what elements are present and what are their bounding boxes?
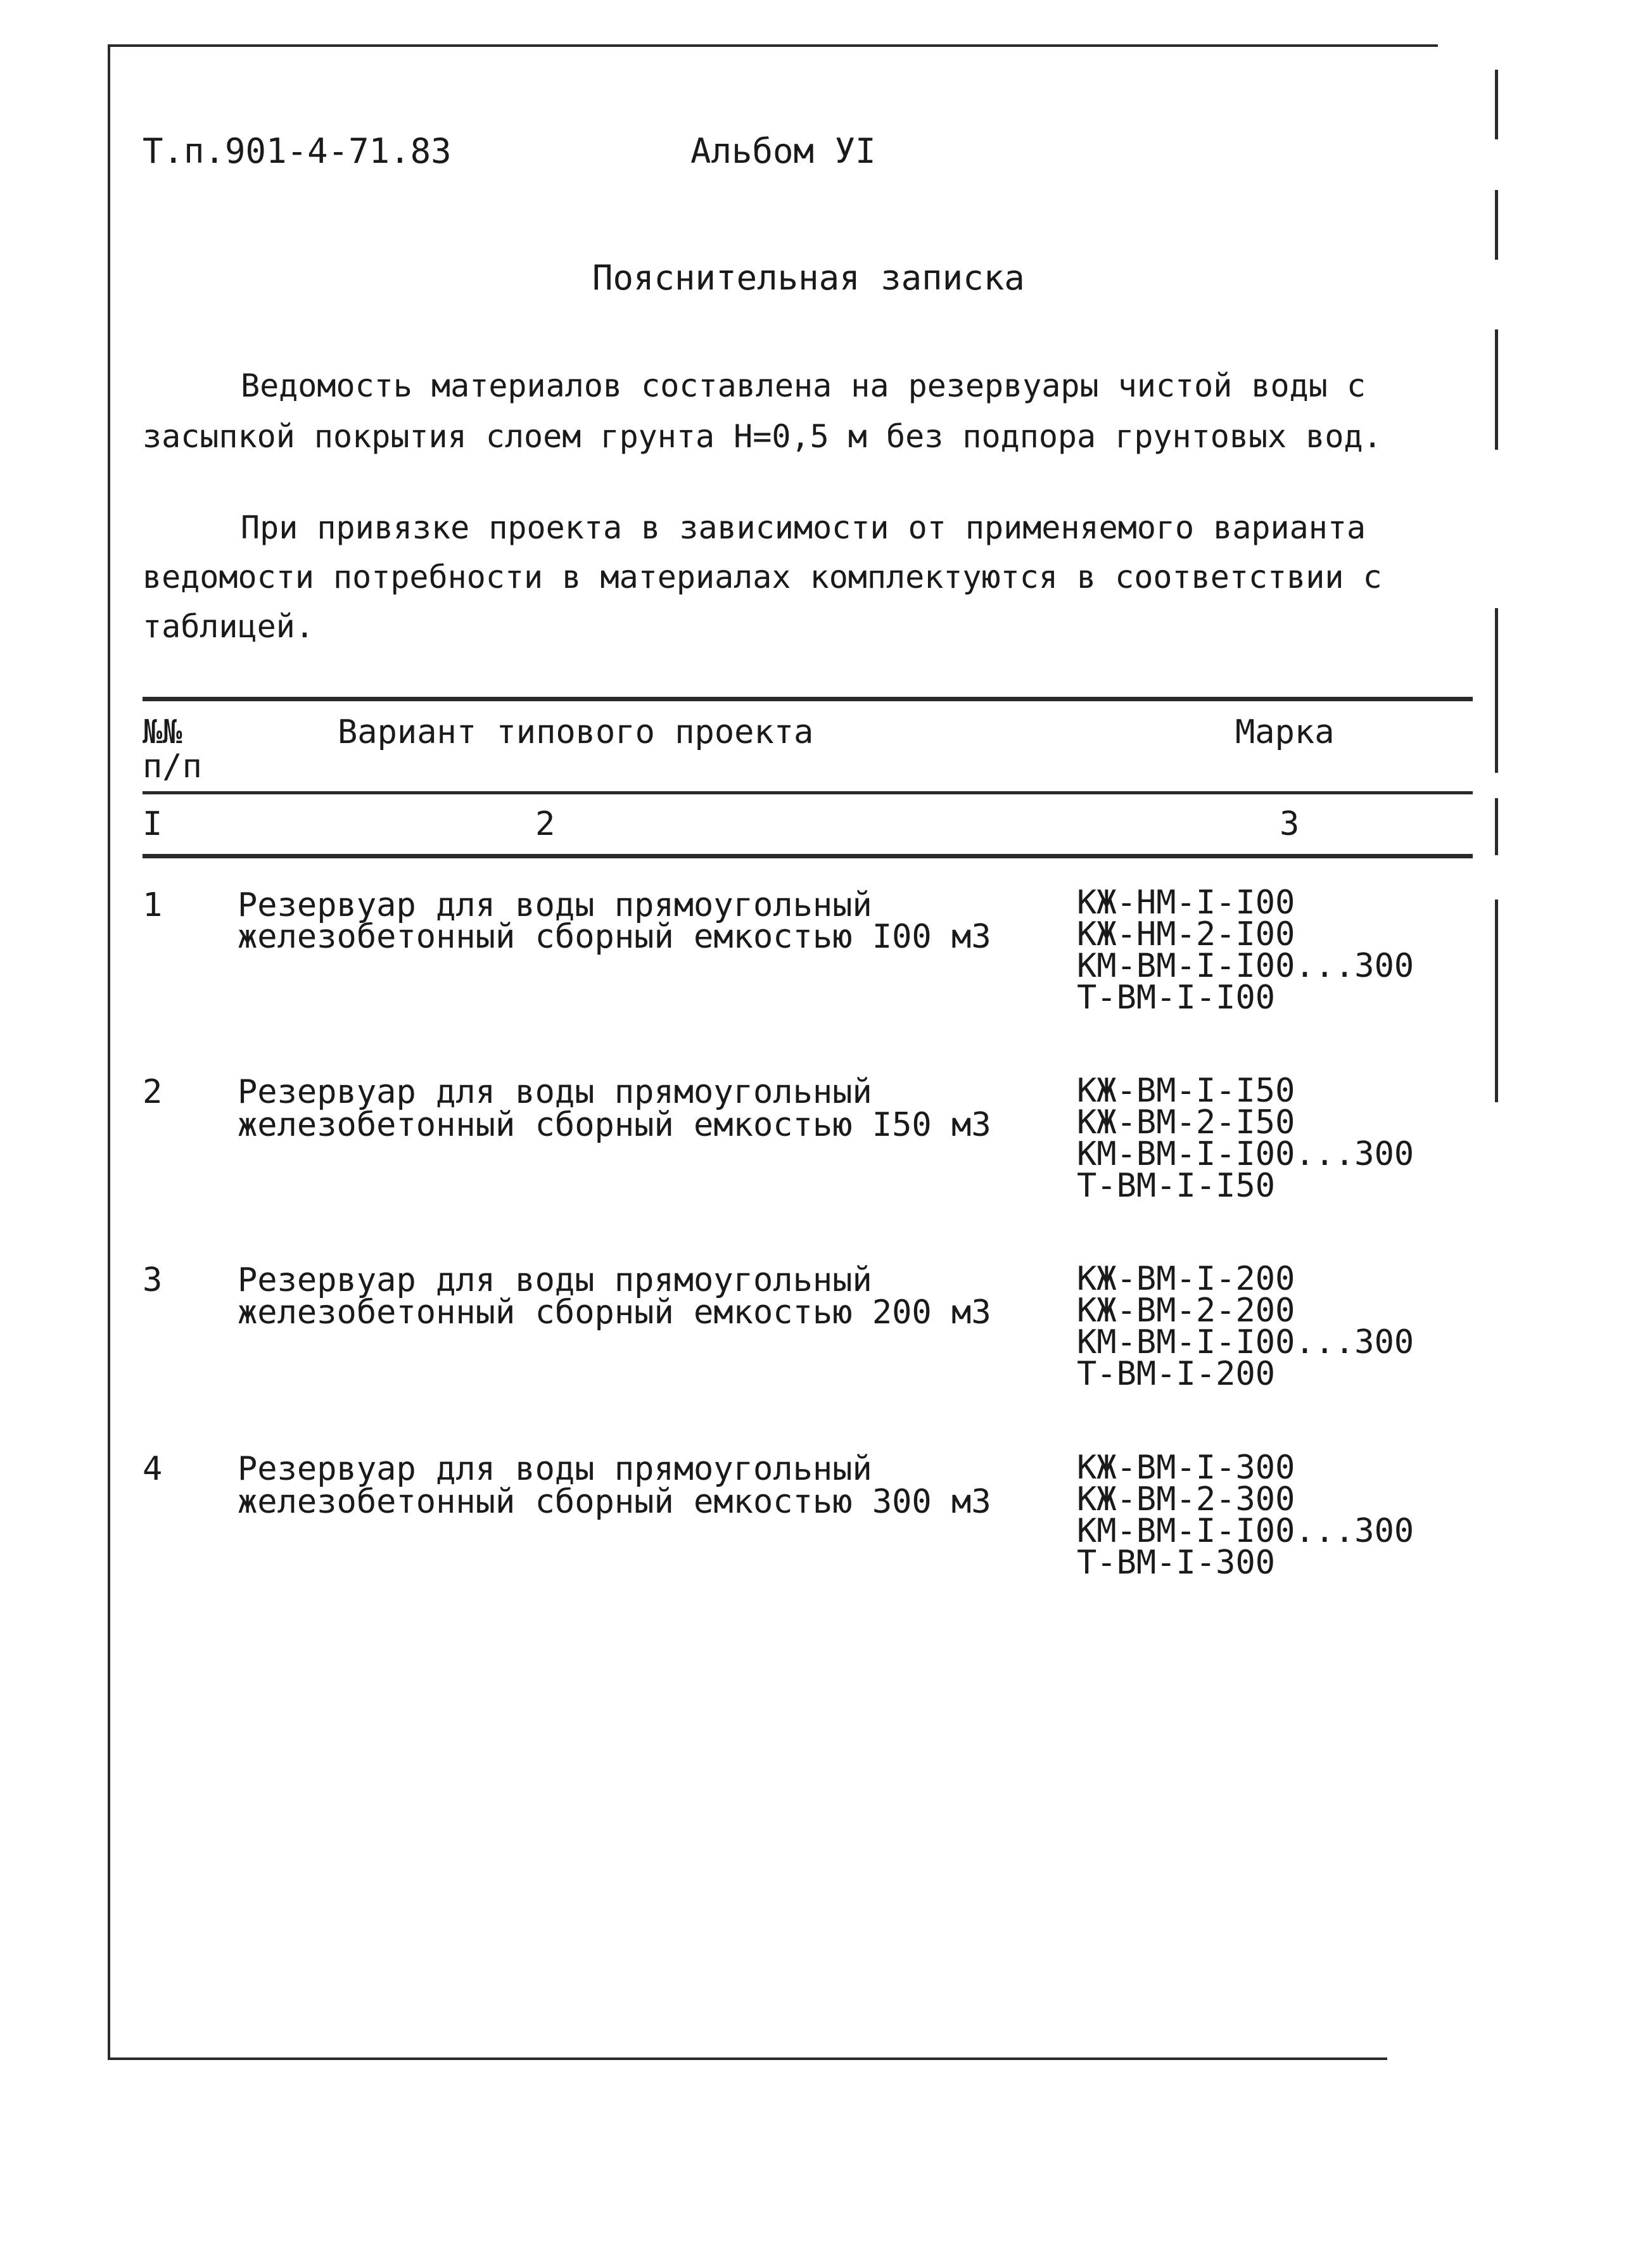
frame-right-fragment	[1495, 608, 1498, 773]
paragraph-line: таблицей.	[143, 608, 314, 645]
paragraph-line: засыпкой покрытия слоем грунта Н=0,5 м без подпора грунтовых вод.	[143, 418, 1382, 455]
column-number: I	[143, 805, 163, 843]
frame-bottom-border	[108, 2057, 1387, 2060]
row-mark: КМ-ВМ-I-I00...300	[1077, 1512, 1414, 1550]
header-num-line1: №№	[143, 713, 182, 751]
row-mark: Т-ВМ-I-300	[1077, 1544, 1276, 1582]
row-mark: КЖ-ВМ-2-I50	[1077, 1103, 1295, 1142]
row-description-line: Резервуар для воды прямоугольный	[238, 1261, 872, 1299]
row-mark: КЖ-ВМ-I-200	[1077, 1260, 1295, 1298]
frame-left-border	[108, 44, 110, 2059]
paragraph-line: При привязке проекта в зависимости от применяемого варианта	[241, 509, 1366, 546]
frame-right-fragment	[1495, 798, 1498, 855]
header-num-line2: п/п	[143, 747, 202, 785]
row-number: 2	[143, 1073, 163, 1111]
row-mark: КМ-ВМ-I-I00...300	[1077, 1323, 1414, 1361]
row-mark: КЖ-НМ-I-I00	[1077, 884, 1295, 922]
row-description-line: железобетонный сборный емкостью 200 м3	[238, 1294, 991, 1332]
row-description-line: Резервуар для воды прямоугольный	[238, 886, 872, 924]
row-description-line: железобетонный сборный емкостью 300 м3	[238, 1483, 991, 1521]
frame-right-fragment	[1495, 900, 1498, 1102]
paragraph-line: Ведомость материалов составлена на резервуары чистой воды с	[241, 367, 1366, 404]
row-number: 3	[143, 1261, 163, 1299]
row-description-line: Резервуар для воды прямоугольный	[238, 1073, 872, 1111]
column-number: 3	[1280, 805, 1300, 843]
table-header-rule	[143, 791, 1473, 794]
paragraph-line: ведомости потребности в материалах комплектуются в соответствии с	[143, 559, 1382, 595]
table-top-rule	[143, 697, 1473, 701]
row-mark: КЖ-НМ-2-I00	[1077, 915, 1295, 953]
frame-right-fragment	[1495, 190, 1498, 260]
album-label: Альбом УI	[690, 131, 876, 171]
frame-right-fragment	[1495, 329, 1498, 450]
row-description-line: железобетонный сборный емкостью I50 м3	[238, 1106, 991, 1144]
row-mark: Т-ВМ-I-200	[1077, 1355, 1276, 1393]
row-mark: КЖ-ВМ-2-200	[1077, 1292, 1295, 1330]
row-number: 1	[143, 886, 163, 924]
row-mark: КЖ-ВМ-I-I50	[1077, 1072, 1295, 1110]
table-numbers-rule	[143, 854, 1473, 858]
row-mark: Т-ВМ-I-I00	[1077, 979, 1276, 1017]
frame-right-fragment	[1495, 70, 1498, 139]
row-description-line: Резервуар для воды прямоугольный	[238, 1450, 872, 1488]
row-mark: КМ-ВМ-I-I00...300	[1077, 1135, 1414, 1173]
header-mark: Марка	[1235, 713, 1335, 751]
row-mark: КЖ-ВМ-I-300	[1077, 1449, 1295, 1487]
doc-code: Т.п.901-4-71.83	[143, 131, 452, 171]
frame-top-border	[108, 44, 1438, 47]
row-mark: КЖ-ВМ-2-300	[1077, 1480, 1295, 1518]
row-mark: КМ-ВМ-I-I00...300	[1077, 947, 1414, 985]
column-number: 2	[535, 805, 556, 843]
header-variant: Вариант типового проекта	[338, 713, 814, 751]
row-mark: Т-ВМ-I-I50	[1077, 1167, 1276, 1205]
page-title: Пояснительная записка	[592, 258, 1025, 298]
row-number: 4	[143, 1450, 163, 1488]
row-description-line: железобетонный сборный емкостью I00 м3	[238, 918, 991, 956]
